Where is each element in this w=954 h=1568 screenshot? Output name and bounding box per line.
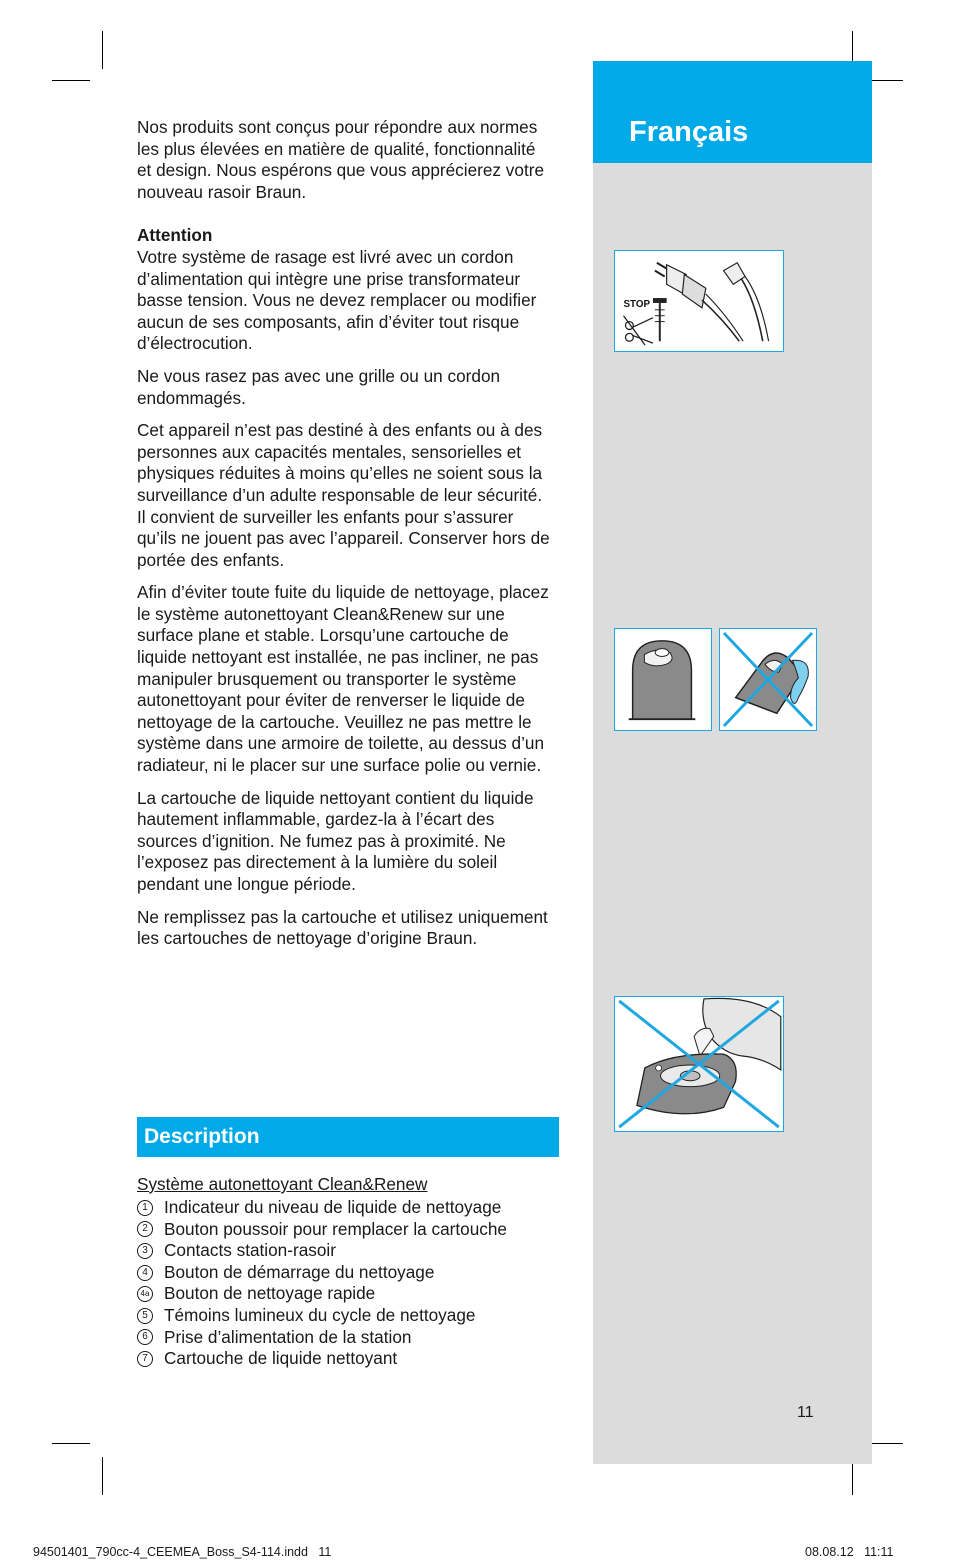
main-content <box>137 117 552 961</box>
item-label: Prise d’alimentation de la station <box>164 1326 412 1347</box>
item-number-badge: 4a <box>137 1286 153 1302</box>
list-item <box>137 1240 507 1262</box>
list-item <box>137 1283 507 1305</box>
crop-mark <box>102 31 103 69</box>
item-label: Bouton de nettoyage rapide <box>164 1283 376 1304</box>
crop-mark <box>52 1443 90 1444</box>
description-subtitle: Système autonettoyant Clean&Renew <box>137 1174 428 1194</box>
attention-paragraph: La cartouche de liquide nettoyant contient du liquide hautement inflammable, gardez-la à l’écart des sources d’ignition. Ne fumez pas à proximité. Ne l’exposez pas directement à la lumière du soleil pendant une longue période. <box>137 787 534 894</box>
item-number-badge: 4 <box>137 1265 153 1281</box>
page-number: 11 <box>797 1404 814 1421</box>
list-item <box>137 1348 507 1370</box>
list-item <box>137 1327 507 1349</box>
item-number-badge: 6 <box>137 1329 153 1345</box>
item-label: Bouton poussoir pour remplacer la cartouche <box>164 1218 507 1239</box>
crop-mark <box>52 80 90 81</box>
item-number-badge: 1 <box>137 1200 153 1216</box>
item-label: Témoins lumineux du cycle de nettoyage <box>164 1304 476 1325</box>
attention-paragraph: Cet appareil n’est pas destiné à des enfants ou à des personnes aux capacités mentales, sensorielles et physiques réduites à moins qu’elles ne soient sous la surveillance d’un adulte responsable de leur sécurité. Il convient de surveiller les enfants pour s’assurer qu’ils ne jouent pas avec l’appareil. Conserver hors de portée des enfants. <box>137 420 550 570</box>
item-label: Indicateur du niveau de liquide de nettoyage <box>164 1197 502 1217</box>
stop-label: STOP <box>623 298 651 310</box>
list-item <box>137 1197 507 1219</box>
item-label: Cartouche de liquide nettoyant <box>164 1348 398 1369</box>
item-number-badge: 2 <box>137 1221 153 1237</box>
footer-date-time: 08.08.12 11:11 <box>805 1545 894 1559</box>
attention-paragraph: Afin d’éviter toute fuite du liquide de nettoyage, placez le système autonettoyant Clean&Renew sur une surface plane et stable. Lorsqu’une cartouche de liquide nettoyant est installée, ne pas incliner, ne pas manipuler brusquement ou transporter le système autonettoyant pour éviter de renverser le liquide de nettoyage de la cartouche. Veuillez ne pas mettre le système dans une armoire de toilette, au dessus d’un radiateur, ni le placer sur une surface polie ou vernie. <box>137 582 549 776</box>
list-item <box>137 1262 507 1284</box>
attention-paragraph: Ne remplissez pas la cartouche et utilisez uniquement les cartouches de nettoyage d’origine Braun. <box>137 906 548 949</box>
page-title: Français <box>629 116 749 148</box>
item-number-badge: 5 <box>137 1308 153 1324</box>
parts-list <box>137 1197 507 1370</box>
list-item <box>137 1219 507 1241</box>
item-number-badge: 3 <box>137 1243 153 1259</box>
refill-forbidden-illustration <box>614 996 784 1132</box>
description-title: Description <box>144 1125 260 1148</box>
item-label: Bouton de démarrage du nettoyage <box>164 1261 435 1282</box>
intro-paragraph: Nos produits sont conçus pour répondre aux normes les plus élevées en matière de qualité, fonctionnalité et design. Nous espérons que vous apprécierez votre nouveau rasoir Braun. <box>137 117 545 202</box>
footer-file-info: 94501401_790cc-4_CEEMEA_Boss_S4-114.indd 11 <box>33 1545 332 1559</box>
power-cord-illustration <box>614 250 784 352</box>
station-upright-illustration <box>614 628 712 731</box>
list-item <box>137 1305 507 1327</box>
attention-paragraph: Votre système de rasage est livré avec un cordon d’alimentation qui intègre une prise transformateur basse tension. Vous ne devez remplacer ou modifier aucun de ses composants, afin d’éviter tout risque d’électrocution. <box>137 246 537 354</box>
crop-mark <box>102 1457 103 1495</box>
attention-heading: Attention <box>137 225 213 246</box>
station-tilted-crossed-illustration <box>719 628 817 731</box>
attention-paragraph: Ne vous rasez pas avec une grille ou un cordon endommagés. <box>137 365 501 408</box>
item-number-badge: 7 <box>137 1351 153 1367</box>
item-label: Contacts station-rasoir <box>164 1240 336 1261</box>
